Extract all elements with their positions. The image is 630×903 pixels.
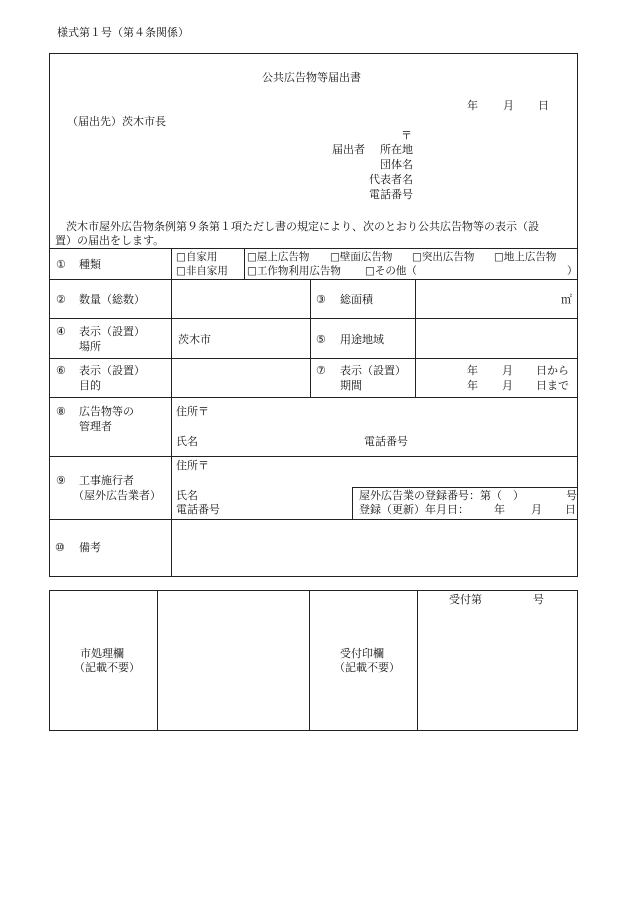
office-label: 市処理欄	[80, 647, 124, 660]
row-2-label: 数量（総数）	[79, 293, 145, 306]
rule	[49, 279, 578, 280]
statement-line-1: 茨木市屋外広告物条例第９条第１項ただし書の規定により、次のとおり公共広告物等の表示（設	[66, 220, 539, 233]
row-5-number: ⑤	[316, 333, 326, 346]
row-10-number: ⑩	[55, 541, 65, 554]
rule	[49, 248, 578, 249]
period-to-month[interactable]: 月	[502, 379, 513, 392]
manager-name[interactable]: 氏名	[176, 435, 198, 448]
notifier-rep-label: 代表者名	[369, 173, 413, 186]
checkbox-rooftop[interactable]: □屋上広告物	[247, 251, 310, 263]
registration-month[interactable]: 月	[531, 503, 542, 516]
row-1-label: 種類	[79, 258, 101, 271]
area-unit: ㎡	[561, 293, 572, 306]
row-9-label-1: 工事施行者	[79, 474, 134, 487]
registration-number[interactable]: 屋外広告業の登録番号：第（ ）	[359, 489, 524, 502]
postal-mark: 〒	[401, 129, 412, 142]
row-6-label-2: 目的	[79, 379, 101, 392]
contractor-phone[interactable]: 電話番号	[176, 503, 220, 516]
addressee: （届出先）茨木市長	[67, 115, 166, 128]
period-from-day[interactable]: 日から	[536, 364, 569, 377]
row-8-label-1: 広告物等の	[79, 405, 134, 418]
rule	[352, 487, 353, 519]
location-value[interactable]: 茨木市	[178, 333, 211, 346]
rule	[352, 487, 578, 488]
date-month[interactable]: 月	[503, 99, 514, 112]
registration-number-suffix: 号	[566, 489, 577, 502]
row-2-number: ②	[56, 293, 66, 306]
rule	[49, 456, 578, 457]
row-6-label-1: 表示（設置）	[79, 364, 145, 377]
contractor-address[interactable]: 住所〒	[176, 459, 209, 472]
other-close-paren: ）	[567, 265, 578, 277]
date-day[interactable]: 日	[538, 99, 549, 112]
notifier-label: 届出者	[332, 143, 365, 156]
notifier-address-label: 所在地	[380, 143, 413, 156]
registration-year[interactable]: 年	[494, 503, 505, 516]
rule	[49, 397, 578, 398]
row-4-label-1: 表示（設置）	[79, 325, 145, 338]
rule	[417, 590, 418, 731]
stamp-label: 受付印欄	[340, 647, 384, 660]
row-7-label-2: 期間	[340, 379, 362, 392]
receipt-label: 受付第	[449, 593, 482, 606]
row-8-label-2: 管理者	[79, 420, 112, 433]
manager-address[interactable]: 住所〒	[176, 405, 209, 418]
rule	[49, 358, 578, 359]
row-4-number: ④	[56, 325, 66, 338]
row-4-label-2: 場所	[79, 340, 101, 353]
checkbox-own-use[interactable]: □自家用	[176, 251, 218, 263]
checkbox-non-own-use[interactable]: □非自家用	[176, 265, 228, 277]
period-to-year[interactable]: 年	[467, 379, 478, 392]
rule	[309, 590, 310, 731]
stamp-note: （記載不要）	[334, 661, 400, 674]
receipt-suffix: 号	[533, 593, 544, 606]
period-from-year[interactable]: 年	[467, 364, 478, 377]
row-8-number: ⑧	[56, 405, 66, 418]
form-number-label: 様式第１号（第４条関係）	[57, 26, 189, 39]
checkbox-structure[interactable]: □工作物利用広告物	[247, 265, 341, 277]
row-9-number: ⑨	[56, 474, 66, 487]
form-title: 公共広告物等届出書	[262, 71, 361, 84]
checkbox-wall[interactable]: □壁面広告物	[330, 251, 393, 263]
row-7-number: ⑦	[316, 364, 326, 377]
row-3-label: 総面積	[340, 293, 373, 306]
notifier-org-label: 団体名	[380, 158, 413, 171]
row-1-number: ①	[56, 258, 66, 271]
row-6-number: ⑥	[56, 364, 66, 377]
row-9-label-2: （屋外広告業者）	[73, 489, 161, 502]
rule	[310, 279, 311, 397]
statement-line-2: 置）の届出をします。	[55, 234, 165, 247]
row-5-label: 用途地域	[340, 333, 384, 346]
checkbox-projecting[interactable]: □突出広告物	[412, 251, 475, 263]
row-3-number: ③	[316, 293, 326, 306]
row-7-label-1: 表示（設置）	[340, 364, 406, 377]
checkbox-other[interactable]: □その他（	[365, 265, 417, 277]
rule	[49, 519, 578, 520]
rule	[244, 248, 245, 279]
row-10-label: 備考	[79, 541, 101, 554]
contractor-name[interactable]: 氏名	[176, 489, 198, 502]
notifier-phone-label: 電話番号	[369, 188, 413, 201]
registration-day[interactable]: 日	[565, 503, 576, 516]
registration-date-label: 登録（更新）年月日：	[359, 503, 469, 516]
rule	[171, 248, 172, 577]
rule	[49, 318, 578, 319]
checkbox-ground[interactable]: □地上広告物	[494, 251, 557, 263]
date-year[interactable]: 年	[467, 99, 478, 112]
manager-phone[interactable]: 電話番号	[364, 435, 408, 448]
rule	[157, 590, 158, 731]
office-note: （記載不要）	[74, 661, 140, 674]
period-to-day[interactable]: 日まで	[536, 379, 569, 392]
rule	[415, 279, 416, 397]
period-from-month[interactable]: 月	[502, 364, 513, 377]
